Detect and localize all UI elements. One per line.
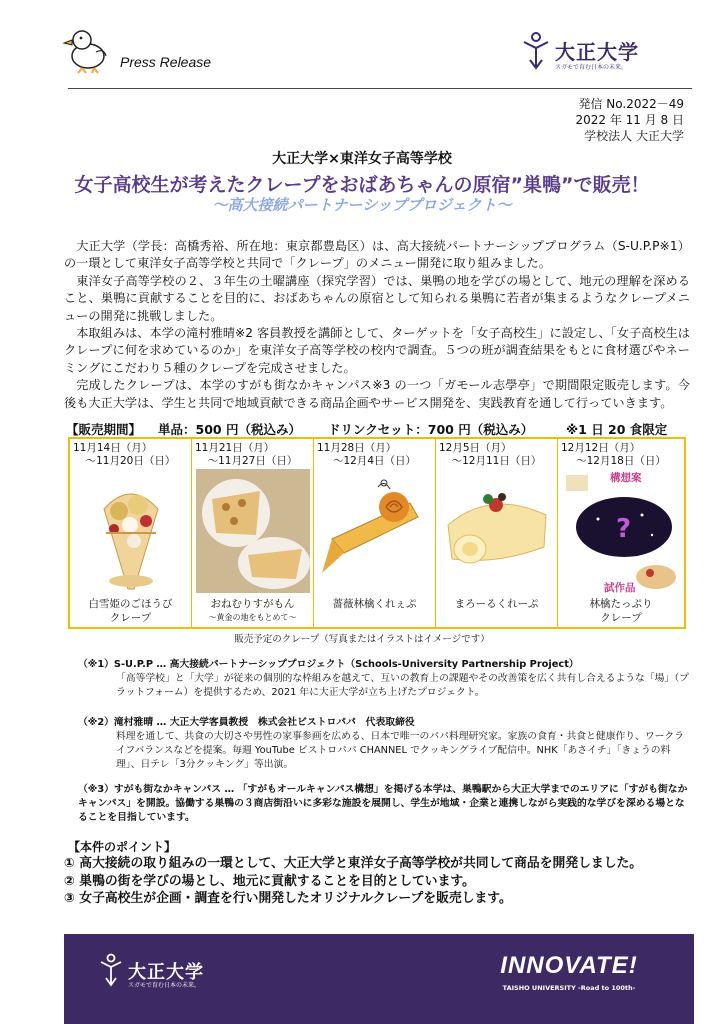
crepe-cell bbox=[558, 439, 684, 627]
footnote-heading: （※2）滝村雅晴 … 大正大学客員教授 株式会社ビストロパパ 代表取締役 bbox=[78, 717, 415, 728]
collab-title: 大正大学×東洋女子高等学校 bbox=[272, 151, 452, 167]
sale-start-date: 11月21日（月） bbox=[195, 442, 275, 454]
innovate-logo: INNOVATE! bbox=[500, 952, 638, 979]
body-paragraph: 本取組みは、本学の滝村雅晴※2 客員教授を講師として、ターゲットを「女子高校生」に設定し、「女子高校生はクレープに何を求めているのか」を東洋女子高等学校の校内で調査。５つの班が調査結果をもとに食材選びやネーミングにこだわり５種のクレープを完成させました。 bbox=[64, 326, 690, 375]
crepe-photo bbox=[196, 469, 309, 593]
crepe-cell bbox=[70, 439, 192, 627]
duck-mascot-icon bbox=[62, 26, 112, 74]
document-meta bbox=[575, 96, 684, 144]
daily-limit: ※1 日 20 食限定 bbox=[566, 422, 668, 437]
headline: 女子高校生が考えたクレープをおばあちゃんの原宿”巣鴨”で販売！ bbox=[74, 174, 650, 196]
concept-label: 構想案 bbox=[610, 472, 642, 484]
points-heading: 【本件のポイント】 bbox=[68, 840, 177, 854]
crepe-name-line1: おねむりすがもん bbox=[210, 598, 295, 610]
sale-start-date: 12月12日（月） bbox=[561, 442, 641, 454]
footnote-body: 「高等学校」と「大学」が従来の個別的な枠組みを越えて、互いの教育上の課題やその改善策を広く共有し合えるような「場」（プラットフォーム）を提供するため、2021 年に大正大学が立ち上げたプロジェクト。 bbox=[116, 673, 689, 698]
doc-date: 2022 年 11 月 8 日 bbox=[575, 113, 684, 127]
footnote-heading: （※3）すがも街なかキャンパス … 「すがもオールキャンパス構想」を掲げる本学は、巣鴨駅から大正大学までのエリアに「すがも街なかキャンパス」を開設。協働する巣鴨の３商店街沿いに多彩な施設を展開し、学生が地域・企業と連携しながら実践的な学びを深める場となることを目指しています。 bbox=[78, 784, 688, 823]
crepe-photo bbox=[562, 469, 680, 593]
press-release-label: Press Release bbox=[120, 54, 212, 70]
crepe-name-line2: クレープ bbox=[109, 612, 152, 624]
prototype-label: 試作品 bbox=[604, 582, 636, 594]
footer-emblem-icon bbox=[98, 952, 124, 988]
crepe-name-line2: クレープ bbox=[600, 612, 642, 624]
crepe-name-line1: 薔薇林檎くれぇぷ bbox=[332, 598, 417, 610]
body-paragraph: 東洋女子高等学校の２、３年生の土曜講座（探究学習）では、巣鴨の地を学びの場として、地元の理解を深めること、巣鴨に貢献することを目的に、おばあちゃんの原宿として知られる巣鴨に若者が集まるようなクレープメニューの開発に挑戦しました。 bbox=[64, 273, 690, 323]
university-logo-text: 大正大学 bbox=[555, 40, 639, 64]
photo-caption: 販売予定のクレープ（写真またはイラストはイメージです） bbox=[234, 634, 490, 645]
subheadline: ～高大接続パートナーシッププロジェクト～ bbox=[212, 196, 512, 214]
footer-logo-tagline: スガモで育む日本の未来。 bbox=[128, 982, 201, 989]
doc-number: 発信 No.2022－49 bbox=[578, 97, 684, 111]
points-list bbox=[64, 855, 642, 908]
sales-period-label: 【販売期間】 bbox=[66, 422, 142, 437]
sale-end-date: ～11月20日（日） bbox=[85, 455, 176, 467]
crepe-cell bbox=[314, 439, 436, 627]
crepe-schedule-table bbox=[68, 437, 686, 629]
body-paragraph: 大正大学（学長：高橋秀裕、所在地：東京都豊島区）は、高大接続パートナーシッププログラム（S-U.P.P※1）の一環として東洋女子高等学校と共同で「クレープ」のメニュー開発に取り組みました。 bbox=[64, 239, 690, 271]
footnote-heading: （※1）S-U.P.P … 高大接続パートナーシッププロジェクト（Schools-University Partnership Project） bbox=[78, 659, 579, 670]
sale-end-date: ～12月18日（日） bbox=[576, 455, 666, 467]
sale-start-date: 11月28日（月） bbox=[317, 442, 397, 454]
footer-logo-text: 大正大学 bbox=[128, 962, 204, 983]
crepe-cell bbox=[436, 439, 558, 627]
sale-start-date: 12月5日（月） bbox=[439, 442, 512, 454]
crepe-cell bbox=[192, 439, 314, 627]
sale-end-date: ～12月11日（日） bbox=[451, 455, 542, 467]
footnote-1 bbox=[78, 658, 690, 700]
footnote-2 bbox=[78, 716, 690, 772]
crepe-photo bbox=[74, 469, 187, 593]
sale-start-date: 11月14日（月） bbox=[73, 442, 153, 454]
point-item: ② 巣鴨の街を学びの場とし、地元に貢献することを目的としています。 bbox=[64, 873, 475, 889]
footnote-3 bbox=[78, 783, 690, 825]
crepe-name bbox=[70, 597, 191, 625]
body-paragraph: 完成したクレープは、本学のすがも街なかキャンパス※3 の一つ「ガモール志學亭」で期間限定販売します。今後も大正大学は、学生と共同で地域貢献できる商品企画やサービス開発を、実践教育を通して行っていきます。 bbox=[64, 378, 690, 410]
sale-end-date: ～11月27日（日） bbox=[207, 455, 298, 467]
svg-text:?: ? bbox=[616, 514, 632, 544]
crepe-name bbox=[192, 597, 313, 625]
crepe-name bbox=[314, 597, 435, 611]
crepe-photo bbox=[440, 469, 553, 593]
doc-issuer: 学校法人 大正大学 bbox=[584, 129, 684, 143]
university-logo-tagline: スガモで育む日本の未来。 bbox=[555, 64, 628, 71]
crepe-name bbox=[558, 597, 684, 625]
footnote-body: 料理を通して、共食の大切さや男性の家事参画を広める、日本で唯一のパパ料理研究家。家族の食育・共食と健康作り、ワークライフバランスなどを提案。毎週 YouTube ビストロパパ CHANNEL でクッキングライブ配信中。NHK「あさイチ」「きょうの料理」、日テレ「3分クッキング」等出演。 bbox=[116, 731, 685, 770]
crepe-name bbox=[436, 597, 557, 611]
crepe-name-line1: 白雪姫のごほうび bbox=[88, 598, 173, 610]
point-item: ① 高大接続の取り組みの一環として、大正大学と東洋女子高等学校が共同して商品を開発しました。 bbox=[64, 856, 643, 871]
innovate-tagline: TAISHO UNIVERSITY -Road to 100th- bbox=[502, 984, 636, 992]
body-text bbox=[64, 238, 690, 412]
crepe-name-line1: まろーるくれーぷ bbox=[454, 598, 539, 610]
drink-set-price: ドリンクセット：700 円（税込み） bbox=[328, 422, 534, 437]
crepe-photo bbox=[318, 469, 431, 593]
crepe-name-line1: 林檎たっぷり bbox=[589, 598, 653, 610]
single-price: 単品：500 円（税込み） bbox=[158, 422, 301, 437]
point-item: ③ 女子高校生が企画・調査を行い開発したオリジナルクレープを販売します。 bbox=[64, 891, 512, 906]
crepe-name-subtitle: ～黄金の地をもとめて～ bbox=[208, 613, 297, 622]
sale-end-date: ～12月4日（日） bbox=[332, 455, 417, 467]
header-divider bbox=[68, 88, 692, 89]
university-emblem-icon bbox=[520, 30, 552, 72]
